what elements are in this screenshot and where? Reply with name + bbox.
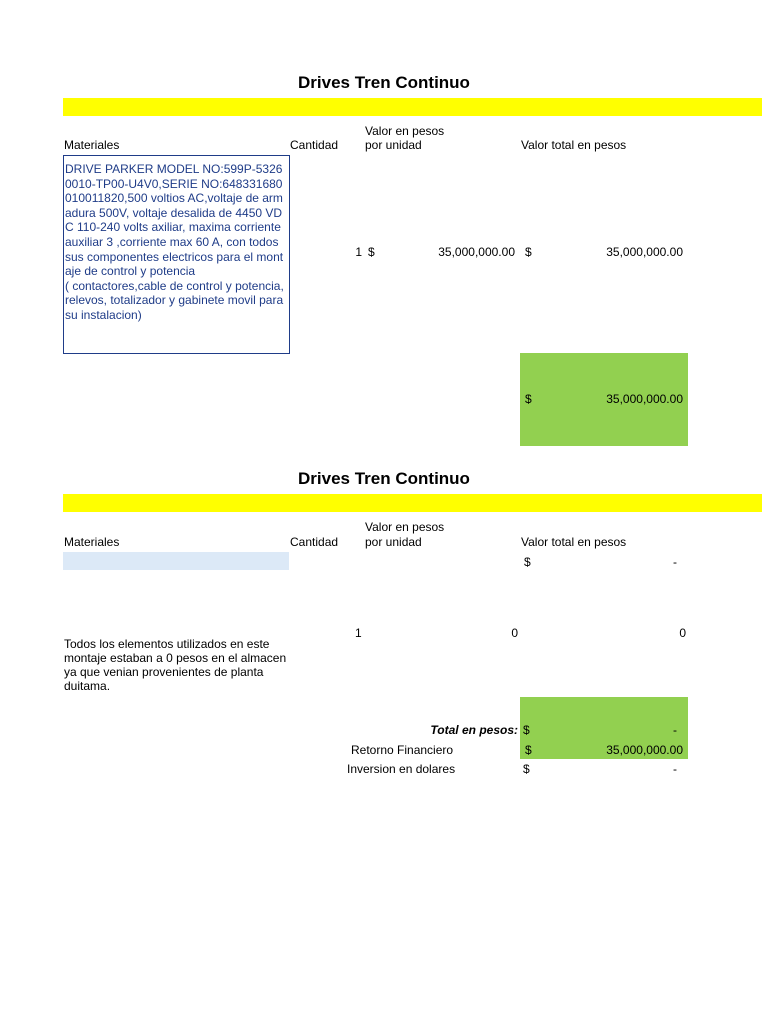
section2-cantidad: 1: [355, 626, 362, 640]
section2-header-materiales: Materiales: [64, 535, 120, 549]
section2-yellow-band: [63, 494, 762, 512]
section2-header-valor-total: Valor total en pesos: [521, 535, 627, 549]
section1-cantidad: 1: [355, 245, 362, 259]
section1-header-valor-unidad-line2: por unidad: [365, 138, 422, 152]
section1-subtotal-currency: $: [525, 392, 532, 406]
section1-valor-unidad: 35,000,000.00: [438, 245, 515, 259]
section2-first-row-value: -: [673, 555, 677, 569]
summary-total-currency: $: [523, 723, 530, 737]
summary-inversion-value: -: [673, 762, 677, 776]
section1-subtotal-value: 35,000,000.00: [606, 392, 683, 406]
summary-retorno-label: Retorno Financiero: [351, 743, 454, 757]
summary-total-label: Total en pesos:: [430, 723, 518, 737]
summary-retorno-value: 35,000,000.00: [606, 743, 683, 757]
summary-retorno-currency: $: [525, 743, 532, 757]
section2-first-row-currency: $: [524, 555, 531, 569]
section1-header-cantidad: Cantidad: [290, 138, 339, 152]
section1-valor-total: 35,000,000.00: [606, 245, 683, 259]
section1-title: Drives Tren Continuo: [298, 73, 470, 92]
section1-header-materiales: Materiales: [64, 138, 120, 152]
summary-inversion-currency: $: [523, 762, 530, 776]
section1-total-currency: $: [525, 245, 532, 259]
section2-header-cantidad: Cantidad: [290, 535, 339, 549]
section1-yellow-band: [63, 98, 762, 116]
section2-title: Drives Tren Continuo: [298, 469, 470, 488]
section1-item-description: DRIVE PARKER MODEL NO:599P-53260010-TP00-U4V0,SERIE NO:648331680010011820,500 voltios AC,voltaje de armadura 500V, voltaje desalida de 4450 VDC 110-240 volts axiliar, maxima corriente auxiliar 3 ,corriente max 60 A, con todos sus componentes electricos para el montaje de control y potencia ( contactores,cable de control y potencia, relevos, totalizador y gabinete movil para su instalacion): [63, 155, 290, 354]
section2-valor-total: 0: [679, 626, 686, 640]
section2-material-cell[interactable]: [63, 552, 289, 570]
summary-total-value: -: [673, 723, 677, 737]
summary-inversion-label: Inversion en dolares: [347, 762, 456, 776]
section2-note: Todos los elementos utilizados en este montaje estaban a 0 pesos en el almacen ya que venian provenientes de planta duitama.: [64, 637, 287, 693]
section1-unit-currency: $: [368, 245, 375, 259]
section1-header-valor-total: Valor total en pesos: [521, 138, 627, 152]
section2-header-valor-unidad-line2: por unidad: [365, 535, 422, 549]
section2-valor-unidad: 0: [511, 626, 518, 640]
section1-header-valor-unidad-line1: Valor en pesos: [365, 124, 445, 138]
section2-header-valor-unidad-line1: Valor en pesos: [365, 520, 445, 534]
